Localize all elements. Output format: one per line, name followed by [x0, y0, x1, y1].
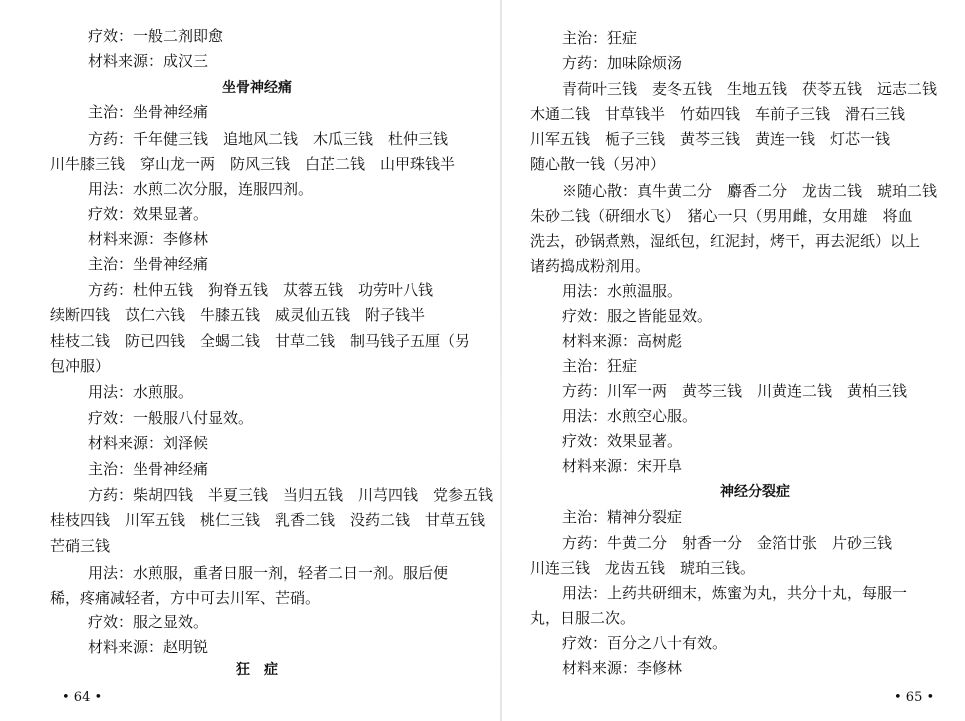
text-line: 材料来源：李修林	[562, 659, 683, 677]
text-line: 疗效：效果显著。	[88, 205, 209, 223]
text-line: 随心散一钱（另冲）	[530, 155, 666, 173]
text-line: 方药：千年健三钱 追地风二钱 木瓜三钱 杜仲三钱	[88, 130, 449, 148]
text-line: 桂枝四钱 川军五钱 桃仁三钱 乳香二钱 没药二钱 甘草五钱	[50, 511, 486, 529]
page-number: • 64 •	[62, 690, 103, 705]
text-line: 诸药捣成粉剂用。	[530, 257, 651, 275]
text-line: 包冲服）	[50, 357, 111, 375]
text-line: 材料来源：宋开阜	[562, 457, 683, 475]
text-line: 疗效：一般服八付显效。	[88, 409, 254, 427]
text-line: 青荷叶三钱 麦冬五钱 生地五钱 茯苓五钱 远志二钱	[562, 80, 938, 98]
text-line: 稀，疼痛减轻者，方中可去川军、芒硝。	[50, 589, 321, 607]
text-line: 材料来源：赵明锐	[88, 638, 209, 656]
text-line: 方药：川军一两 黄芩三钱 川黄连二钱 黄柏三钱	[562, 382, 908, 400]
text-line: 主治：精神分裂症	[562, 508, 683, 526]
section-heading: 坐骨神经痛	[222, 80, 292, 96]
text-line: 材料来源：高树彪	[562, 332, 683, 350]
text-line: 用法：水煎空心服。	[562, 407, 698, 425]
text-line: 疗效：服之皆能显效。	[562, 307, 713, 325]
text-line: 主治：坐骨神经痛	[88, 103, 209, 121]
text-line: 主治：狂症	[562, 357, 638, 375]
text-line: 用法：上药共研细末，炼蜜为丸，共分十丸，每服一	[562, 584, 908, 602]
text-line: 材料来源：刘泽候	[88, 434, 209, 452]
text-line: 材料来源：成汉三	[88, 52, 209, 70]
text-line: ※随心散：真牛黄二分 麝香二分 龙齿二钱 琥珀二钱	[562, 182, 938, 200]
text-line: 川连三钱 龙齿五钱 琥珀三钱。	[530, 559, 756, 577]
text-line: 用法：水煎二次分服，连服四剂。	[88, 180, 314, 198]
text-line: 用法：水煎温服。	[562, 282, 683, 300]
text-line: 方药：加味除烦汤	[562, 54, 683, 72]
text-line: 桂枝二钱 防已四钱 全蝎二钱 甘草二钱 制马钱子五厘（另	[50, 332, 471, 350]
text-line: 方药：柴胡四钱 半夏三钱 当归五钱 川芎四钱 党参五钱	[88, 486, 494, 504]
text-line: 用法：水煎服。	[88, 383, 194, 401]
text-line: 疗效：百分之八十有效。	[562, 634, 728, 652]
text-line: 续断四钱 苡仁六钱 牛膝五钱 威灵仙五钱 附子钱半	[50, 306, 426, 324]
text-line: 主治：坐骨神经痛	[88, 255, 209, 273]
text-line: 芒硝三钱	[50, 537, 111, 555]
text-line: 木通二钱 甘草钱半 竹茹四钱 车前子三钱 滑石三钱	[530, 105, 906, 123]
text-line: 朱砂二钱（研细水飞） 猪心一只（男用雌，女用雄 将血	[530, 207, 913, 225]
section-heading: 狂 症	[236, 662, 278, 678]
text-line: 丸，日服二次。	[530, 609, 636, 627]
text-line: 用法：水煎服，重者日服一剂，轻者二日一剂。服后便	[88, 564, 449, 582]
text-line: 疗效：一般二剂即愈	[88, 27, 224, 45]
text-line: 方药：杜仲五钱 狗脊五钱 苁蓉五钱 功劳叶八钱	[88, 281, 434, 299]
text-line: 疗效：效果显著。	[562, 432, 683, 450]
text-line: 川牛膝三钱 穿山龙一两 防风三钱 白芷二钱 山甲珠钱半	[50, 155, 456, 173]
text-line: 主治：狂症	[562, 29, 638, 47]
text-line: 主治：坐骨神经痛	[88, 460, 209, 478]
page-gutter	[500, 0, 502, 721]
section-heading: 神经分裂症	[720, 484, 790, 500]
text-line: 方药：牛黄二分 射香一分 金箔廿张 片砂三钱	[562, 534, 893, 552]
right-page	[520, 0, 965, 721]
text-line: 洗去，砂锅煮熟，湿纸包，红泥封，烤干，再去泥纸）以上	[530, 232, 921, 250]
text-line: 疗效：服之显效。	[88, 613, 209, 631]
text-line: 川军五钱 栀子三钱 黄芩三钱 黄连一钱 灯芯一钱	[530, 130, 891, 148]
page-number: • 65 •	[894, 690, 935, 705]
text-line: 材料来源：李修林	[88, 230, 209, 248]
